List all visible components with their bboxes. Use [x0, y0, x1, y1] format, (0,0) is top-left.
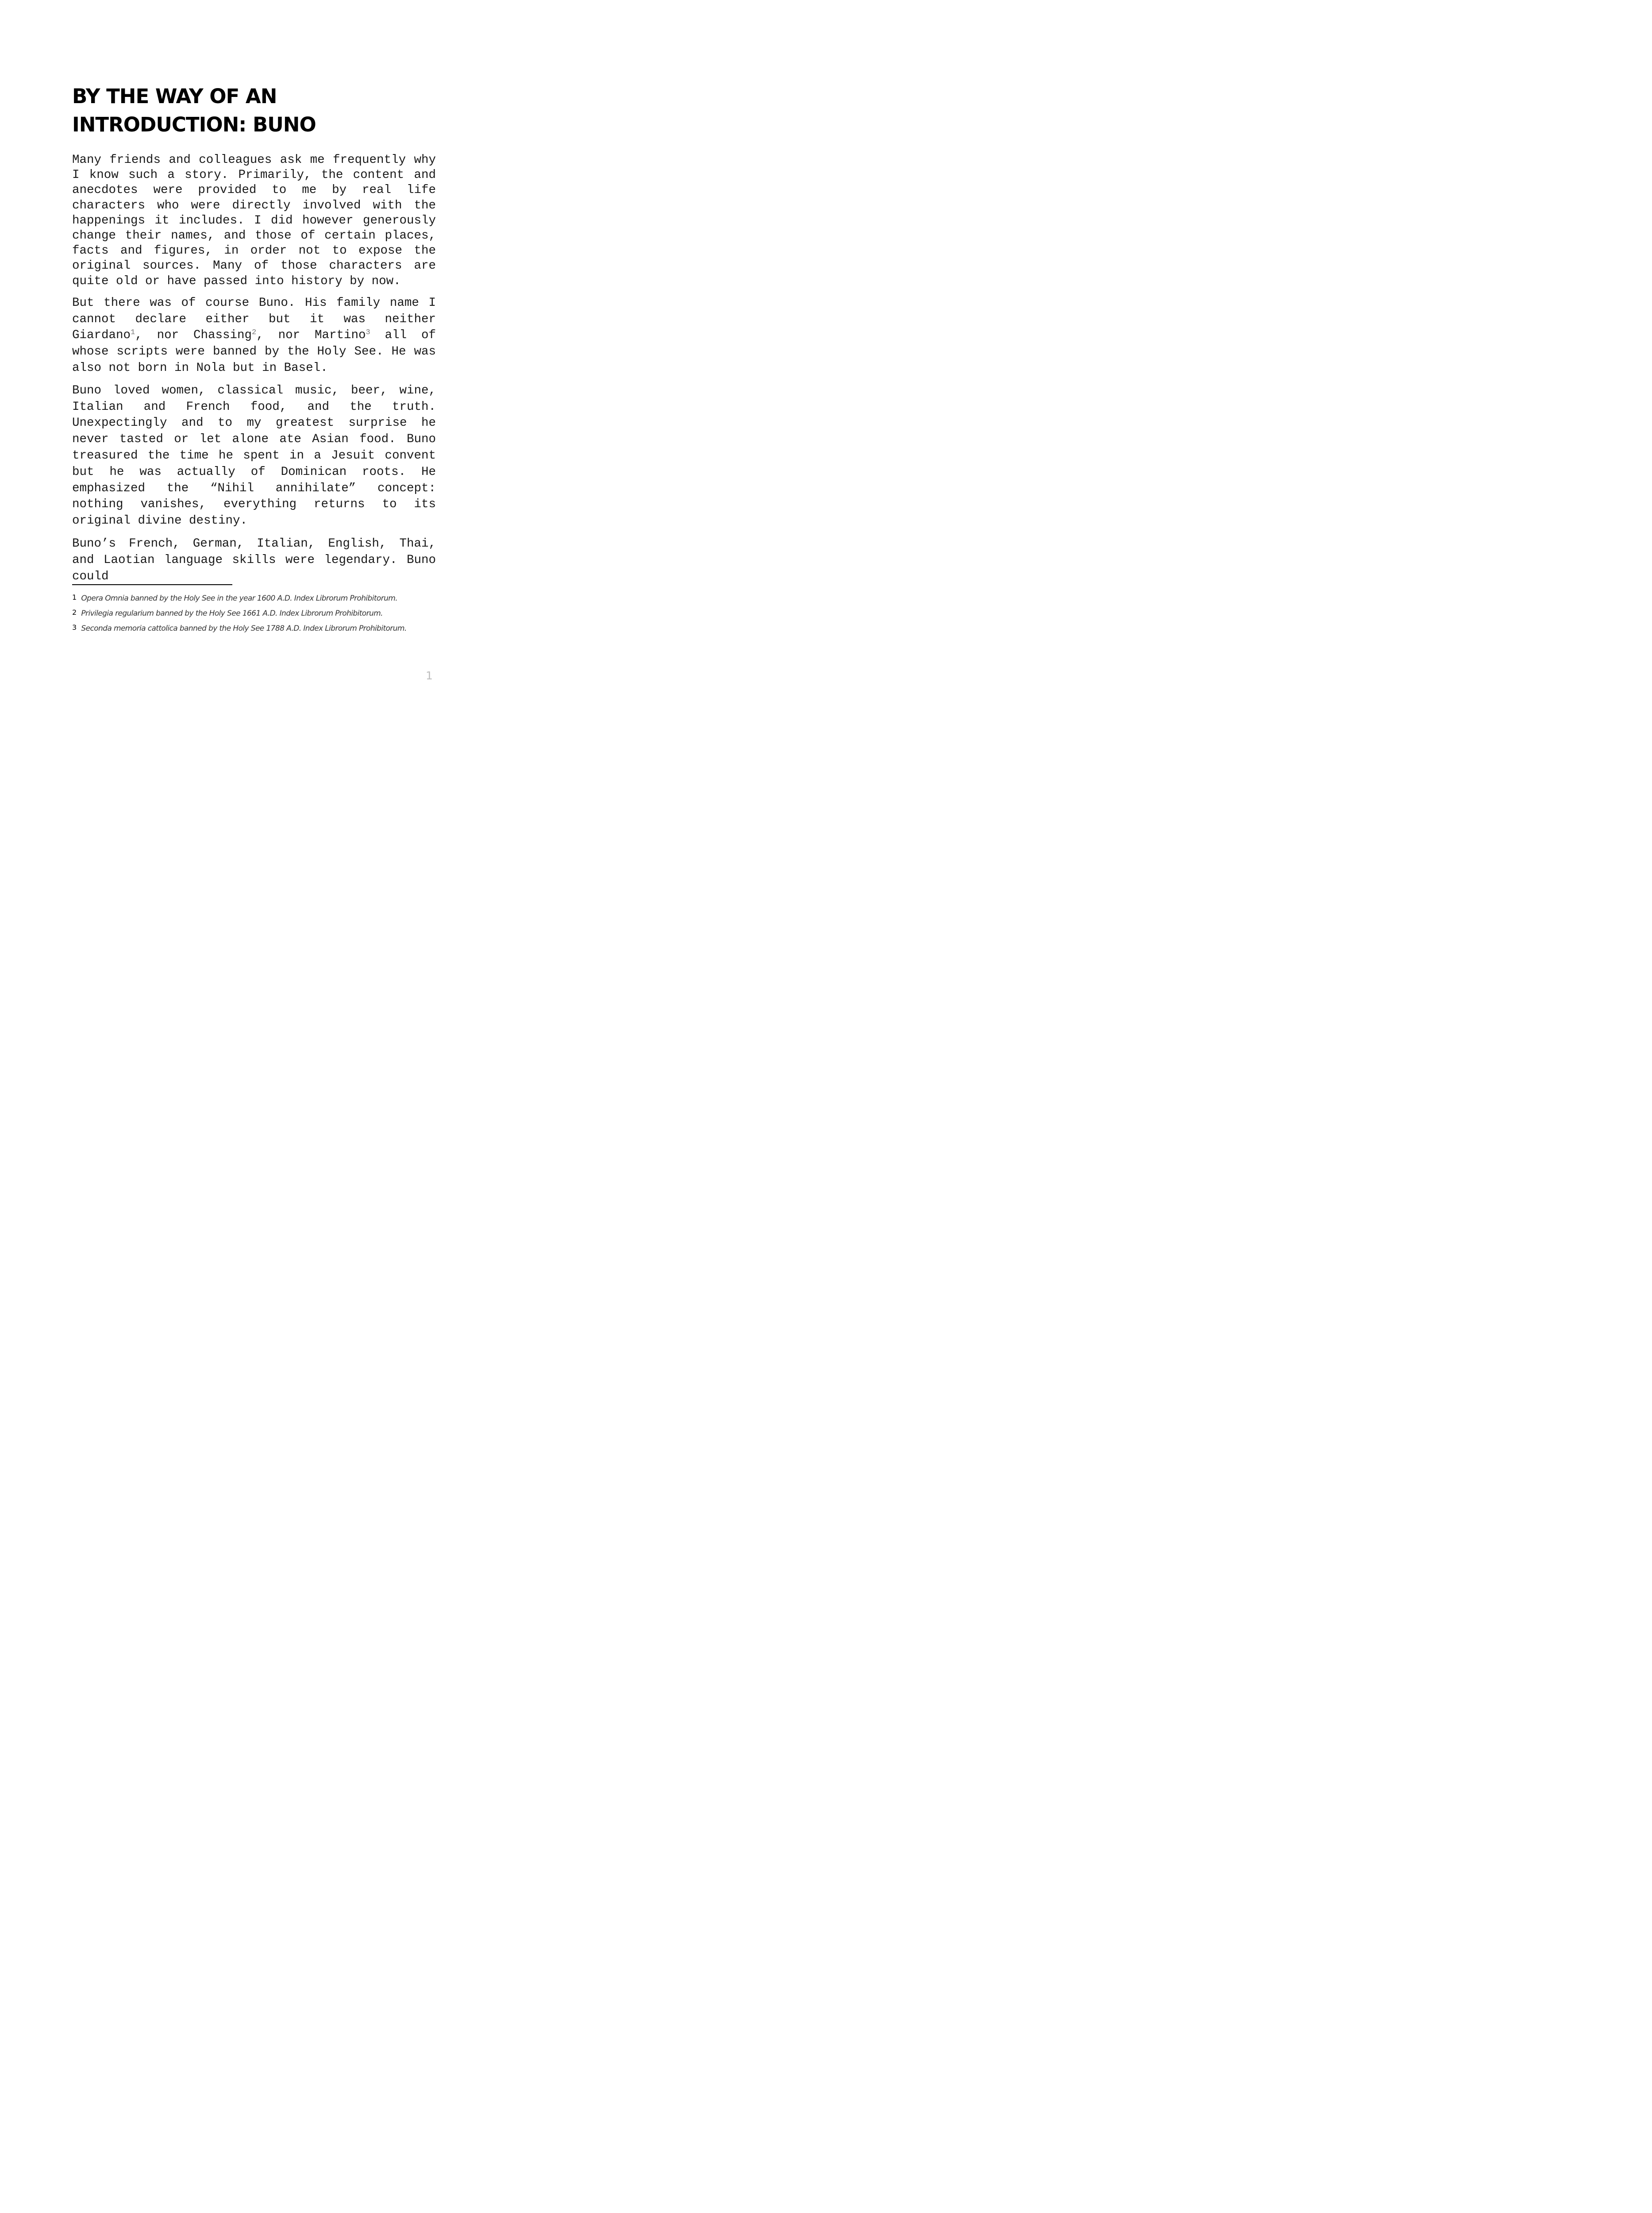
title-line-1: BY THE WAY OF AN [72, 85, 277, 108]
page-number: 1 [426, 669, 433, 682]
footnote-number: 1 [72, 593, 77, 601]
document-page [0, 0, 507, 706]
paragraph-3: Buno loved women, classical music, beer, wine, Italian and French food, and the truth. Unexpectingly and to my greatest surprise he never tasted or let alone ate Asian food. Buno treasured the time he spent in a Jesuit convent but he was actually of Dominican roots. He emphasized the “Nihil annihilate” concept: nothing vanishes, everything returns to its original divine destiny. [72, 383, 436, 528]
footnote-ref-2[interactable]: 2 [252, 328, 257, 337]
footnotes [72, 590, 470, 636]
footnote-3 [72, 621, 470, 636]
paragraph-1: Many friends and colleagues ask me frequently why I know such a story. Primarily, the content and anecdotes were provided to me by real life characters who were directly involved with the happenings it includes. I did however generously change their names, and those of certain places, facts and figures, in order not to expose the original sources. Many of those characters are quite old or have passed into history by now. [72, 153, 436, 288]
footnote-2 [72, 605, 470, 621]
paragraph-2-text: , nor Chassing [135, 328, 252, 343]
footnote-divider [72, 584, 232, 585]
paragraph-2-text: , nor Martino [256, 328, 366, 343]
footnote-1 [72, 590, 470, 605]
paragraph-2-text: all of whose scripts were banned by the Holy See. He was also not born in Nola but in Basel. [72, 328, 436, 375]
footnote-number: 2 [72, 608, 77, 617]
body-text [72, 153, 436, 591]
footnote-ref-3[interactable]: 3 [366, 328, 370, 337]
paragraph-4: Buno’s French, German, Italian, English, Thai, and Laotian language skills were legendary. Buno could [72, 536, 436, 583]
footnote-text: Privilegia regularium banned by the Holy See 1661 A.D. Index Librorum Prohibitorum. [81, 609, 383, 618]
footnote-number: 3 [72, 623, 77, 632]
footnote-text: Seconda memoria cattolica banned by the Holy See 1788 A.D. Index Librorum Prohibitorum. [81, 624, 407, 633]
page-title [72, 82, 435, 139]
footnote-text: Opera Omnia banned by the Holy See in the year 1600 A.D. Index Librorum Prohibitorum. [81, 594, 398, 603]
footnote-ref-1[interactable]: 1 [131, 328, 135, 337]
paragraph-2 [72, 295, 436, 377]
paragraph-2-text: But there was of course Buno. His family name I cannot declare either but it was neither Giardano [72, 296, 436, 343]
title-line-2: INTRODUCTION: BUNO [72, 113, 316, 136]
